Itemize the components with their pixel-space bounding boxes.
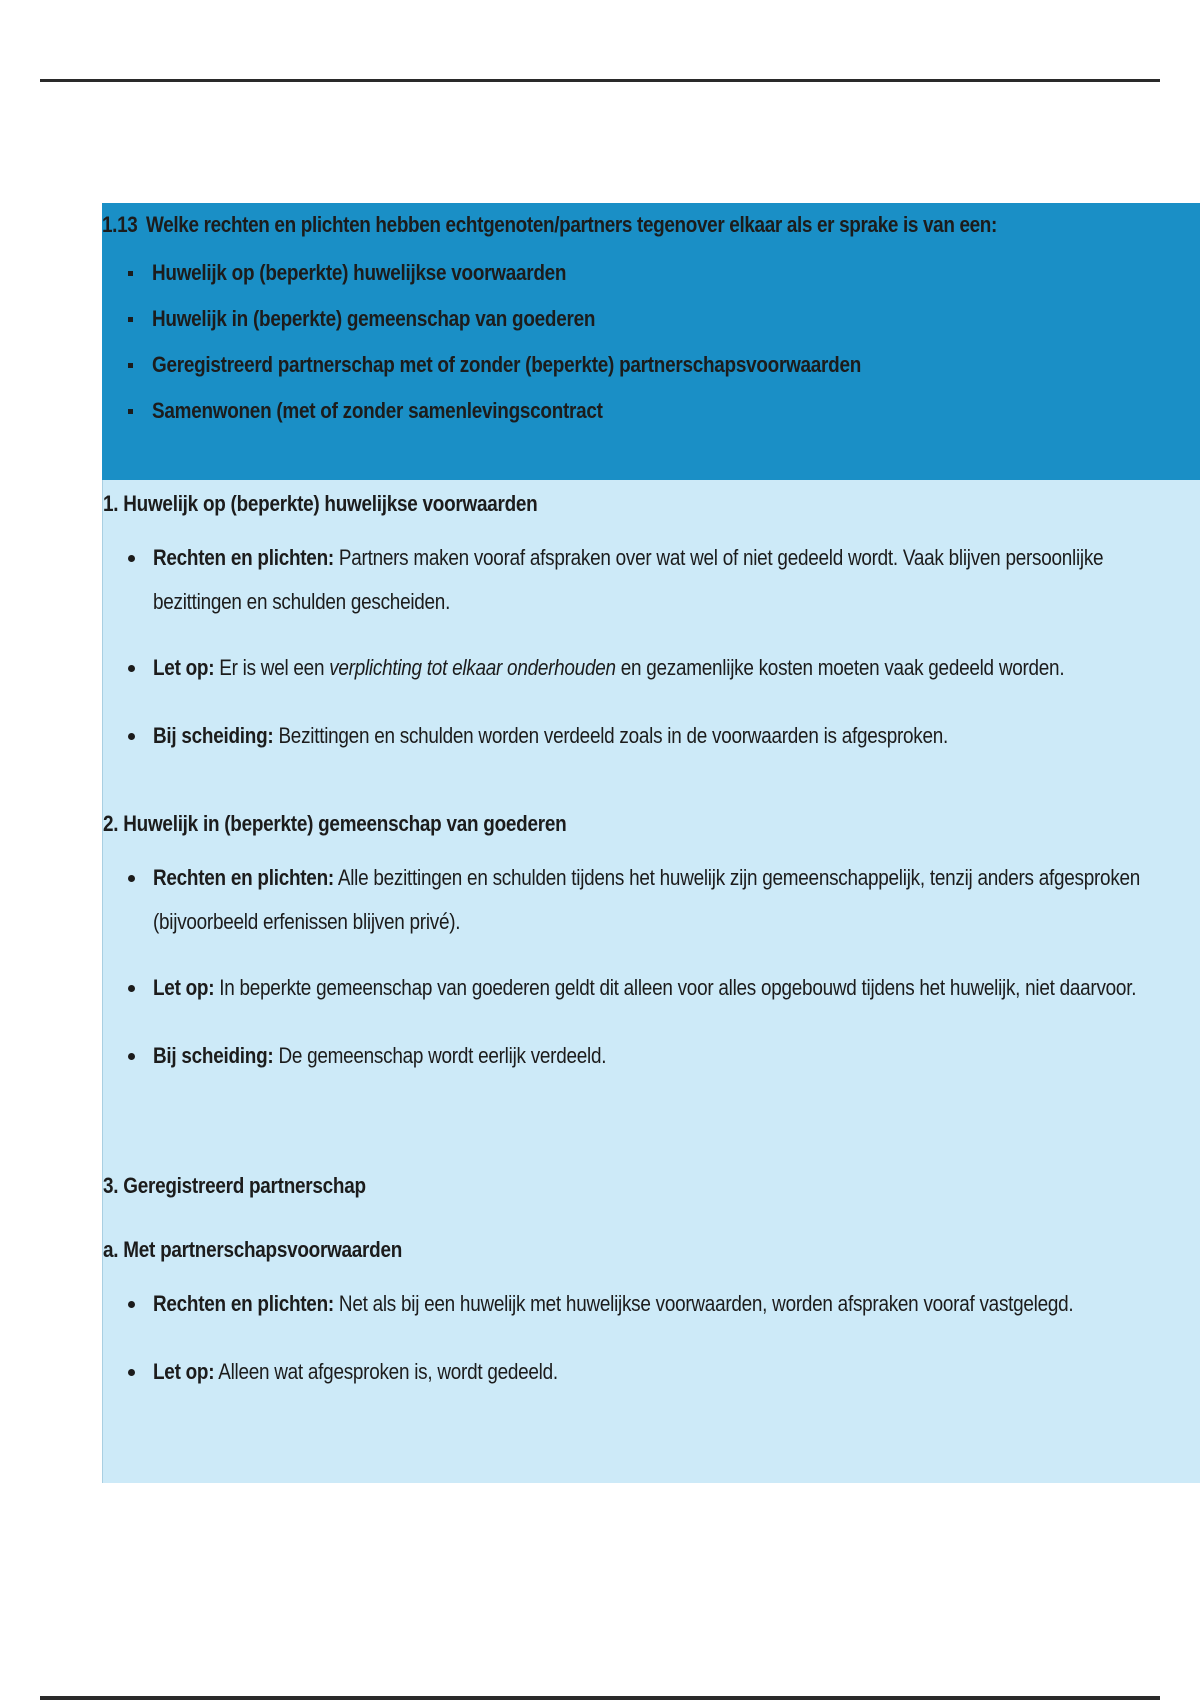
- item-label: Rechten en plichten:: [153, 865, 334, 890]
- question-item: Huwelijk in (beperkte) gemeenschap van goederen: [102, 305, 1200, 351]
- section-3-list: [103, 1282, 1200, 1394]
- item-label: Let op:: [153, 655, 215, 680]
- item-label: Let op:: [153, 1359, 215, 1384]
- section-1-heading: 1. Huwelijk op (beperkte) huwelijkse voorwaarden: [103, 491, 538, 516]
- question-list: [102, 259, 1200, 443]
- list-item: [103, 1350, 1200, 1394]
- list-item: [103, 1034, 1200, 1078]
- list-item: [103, 856, 1200, 944]
- section-3a-heading: a. Met partnerschapsvoorwaarden: [103, 1237, 403, 1262]
- item-text: en gezamenlijke kosten moeten vaak gedeeld worden.: [615, 655, 1065, 680]
- item-text: Partners maken vooraf afspraken over wat wel of niet gedeeld wordt. Vaak blijven persoonlijke bezittingen en schulden gescheiden.: [153, 545, 1104, 614]
- question-title: [102, 211, 1046, 239]
- item-text: Alle bezittingen en schulden tijdens het huwelijk zijn gemeenschappelijk, tenzij anders afgesproken (bijvoorbeeld erfenissen blijven privé).: [153, 865, 1141, 934]
- bullet-icon: [128, 1053, 135, 1060]
- bullet-icon: [128, 875, 135, 882]
- item-text: Net als bij een huwelijk met huwelijkse voorwaarden, worden afspraken vooraf vastgelegd.: [333, 1291, 1074, 1316]
- item-text: Bezittingen en schulden worden verdeeld zoals in de voorwaarden is afgesproken.: [273, 723, 949, 748]
- list-item: [103, 536, 1200, 624]
- item-label: Rechten en plichten:: [153, 1291, 334, 1316]
- bullet-icon: [128, 665, 135, 672]
- question-item: Geregistreerd partnerschap met of zonder (beperkte) partnerschapsvoorwaarden: [102, 351, 1200, 397]
- item-label: Rechten en plichten:: [153, 545, 334, 570]
- question-item: Huwelijk op (beperkte) huwelijkse voorwaarden: [102, 259, 1200, 305]
- item-text: Alleen wat afgesproken is, wordt gedeeld.: [214, 1359, 558, 1384]
- section-2-heading: 2. Huwelijk in (beperkte) gemeenschap van goederen: [103, 811, 567, 836]
- bullet-icon: [128, 317, 133, 322]
- answer-box: [102, 480, 1200, 1483]
- list-item: [103, 1282, 1200, 1326]
- item-label: Bij scheiding:: [153, 723, 274, 748]
- section-3-heading: 3. Geregistreerd partnerschap: [103, 1173, 366, 1198]
- item-text: De gemeenschap wordt eerlijk verdeeld.: [273, 1043, 607, 1068]
- bottom-rule: [40, 1696, 1160, 1700]
- section-1-list: [103, 536, 1200, 758]
- question-text: Welke rechten en plichten hebben echtgenoten/partners tegenover elkaar als er sprake is van een:: [146, 212, 997, 237]
- question-box: [102, 203, 1200, 480]
- bullet-icon: [128, 733, 135, 740]
- bullet-icon: [128, 409, 133, 414]
- item-label: Let op:: [153, 975, 215, 1000]
- section-2-list: [103, 856, 1200, 1078]
- bullet-icon: [128, 1301, 135, 1308]
- list-item: [103, 646, 1200, 690]
- bullet-icon: [128, 1369, 135, 1376]
- item-text: In beperkte gemeenschap van goederen geldt dit alleen voor alles opgebouwd tijdens het huwelijk, niet daarvoor.: [214, 975, 1137, 1000]
- list-item: [103, 714, 1200, 758]
- list-item: [103, 966, 1200, 1010]
- bullet-icon: [128, 555, 135, 562]
- question-item: Samenwonen (met of zonder samenlevingscontract: [102, 397, 1200, 443]
- item-text: Er is wel een: [214, 655, 330, 680]
- item-emphasis: verplichting tot elkaar onderhouden: [329, 655, 616, 680]
- question-number: 1.13: [102, 212, 138, 237]
- bullet-icon: [128, 985, 135, 992]
- bullet-icon: [128, 363, 133, 368]
- item-label: Bij scheiding:: [153, 1043, 274, 1068]
- bullet-icon: [128, 271, 133, 276]
- top-rule: [40, 79, 1160, 82]
